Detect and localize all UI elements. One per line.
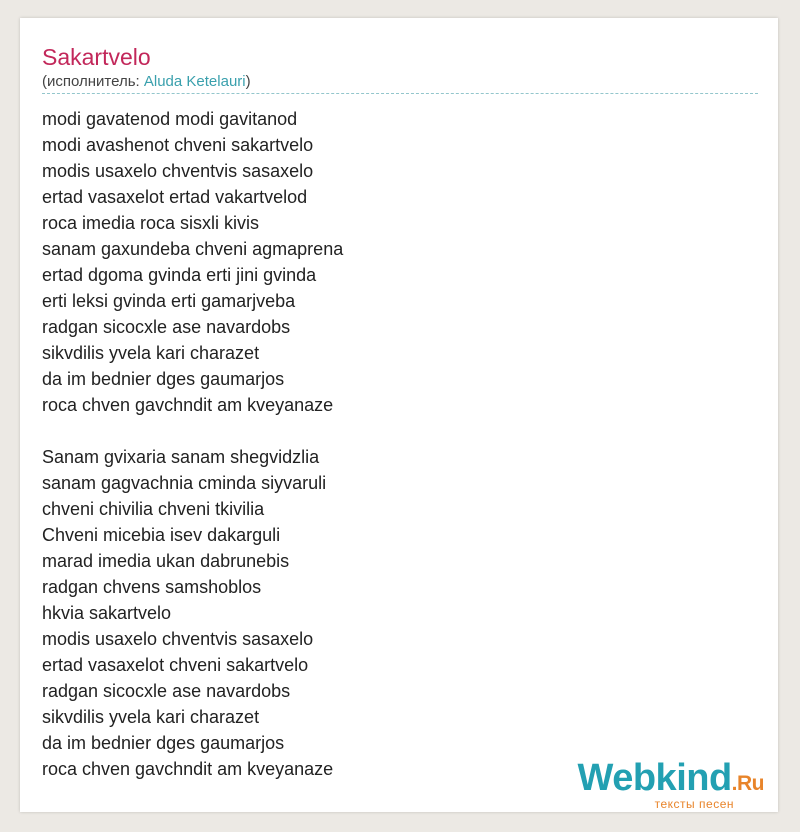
song-card [20,18,778,812]
lyric-line: da im bednier dges gaumarjos [42,733,285,753]
lyrics-stanza-2 [42,444,343,782]
lyric-line: Chveni micebia isev dakarguli [42,525,281,545]
lyric-line: radgan chvens samshoblos [42,577,262,597]
lyric-line: Sanam gvixaria sanam shegvidzlia [42,447,320,467]
lyrics-stanza-1 [42,106,343,418]
artist-line [42,73,251,91]
lyric-line: ertad vasaxelot chveni sakartvelo [42,655,309,675]
lyric-line: modis usaxelo chventvis sasaxelo [42,629,314,649]
lyric-line: chveni chivilia chveni tkivilia [42,499,265,519]
logo-tagline: тексты песен [654,797,734,811]
lyric-line: erti leksi gvinda erti gamarjveba [42,291,296,311]
lyric-line: modi gavatenod modi gavitanod [42,109,298,129]
lyric-line: sikvdilis yvela kari charazet [42,707,260,727]
artist-suffix: ) [245,73,251,90]
artist-link[interactable]: Aluda Ketelauri [143,73,246,90]
lyric-line: roca imedia roca sisxli kivis [42,213,260,233]
lyric-line: sikvdilis yvela kari charazet [42,343,260,363]
lyric-line: hkvia sakartvelo [42,603,172,623]
lyric-line: radgan sicocxle ase navardobs [42,681,291,701]
logo-name: Webkind [577,757,732,799]
lyric-line: radgan sicocxle ase navardobs [42,317,291,337]
lyric-line: sanam gagvachnia cminda siyvaruli [42,473,327,493]
lyric-line: modi avashenot chveni sakartvelo [42,135,314,155]
lyric-line: roca chven gavchndit am kveyanaze [42,759,334,779]
divider [42,93,758,94]
lyric-line: marad imedia ukan dabrunebis [42,551,290,571]
lyric-line: ertad dgoma gvinda erti jini gvinda [42,265,317,285]
lyrics [42,106,343,782]
lyric-line: da im bednier dges gaumarjos [42,369,285,389]
logo-tld: .Ru [731,772,764,795]
artist-prefix: (исполнитель: [42,73,144,90]
stanza-gap [42,418,343,444]
lyric-line: roca chven gavchndit am kveyanaze [42,395,334,415]
lyric-line: modis usaxelo chventvis sasaxelo [42,161,314,181]
song-title: Sakartvelo [42,44,151,70]
webkind-logo[interactable] [578,758,764,810]
lyric-line: ertad vasaxelot ertad vakartvelod [42,187,308,207]
lyric-line: sanam gaxundeba chveni agmaprena [42,239,344,259]
